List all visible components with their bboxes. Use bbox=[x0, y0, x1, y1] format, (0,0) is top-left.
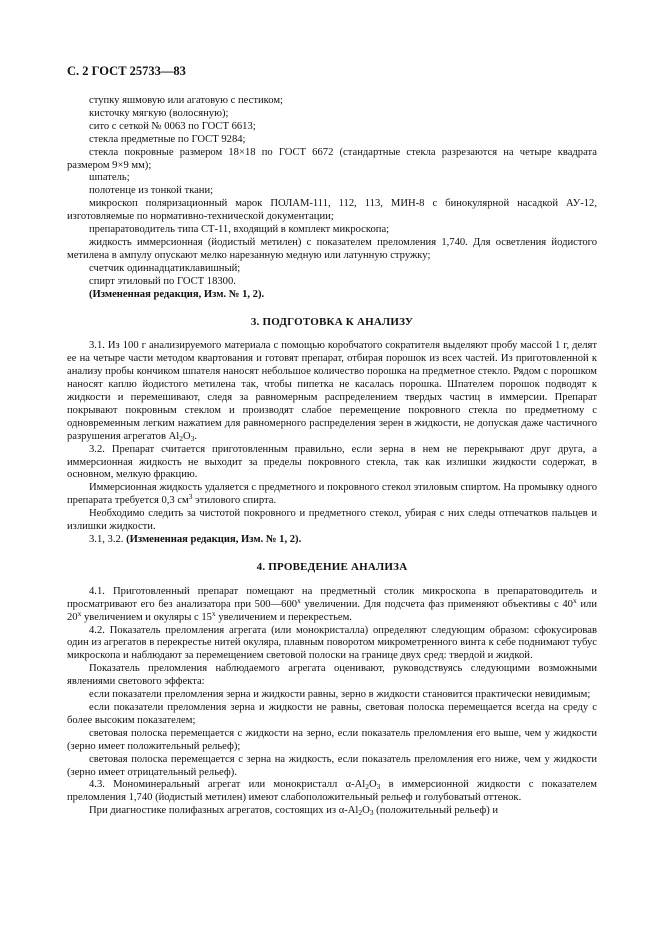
list-item: кисточку мягкую (волосяную); bbox=[89, 107, 229, 119]
paragraph-4-3: 4.3. Мономинеральный агрегат или монокристалл $\alpha-Al_2O_3$ в иммерсионной жидкости с показателем преломления 1,740 (йодистый метилен) имеют слабоположительный рельеф и голубоватый оттенок. bbox=[67, 779, 597, 804]
list-item: стекла покровные размером 18×18 по ГОСТ 6672 (стандартные стекла разрезаются на четыре квадрата размером 9×9 мм); bbox=[67, 146, 597, 171]
paragraph-3-2-clean: Необходимо следить за чистотой покровного и предметного стекол, убирая с них следы отпечатков пальцев и излишки жидкости. bbox=[67, 508, 597, 533]
list-item: шпатель; bbox=[89, 172, 130, 184]
paragraph-4-2-case-negative: световая полоска перемещается с зерна на жидкость, если показатель преломления его ниже, чем у жидкости (зерно имеет отрицательный рельеф). bbox=[67, 753, 597, 778]
list-item: счетчик одиннадцатиклавишный; bbox=[89, 262, 241, 274]
amendment-note: (Измененная редакция, Изм. № 1, 2). bbox=[89, 288, 265, 300]
paragraph-3-2: 3.2. Препарат считается приготовленным правильно, если зерна в нем не перекрывают друг друга, а иммерсионная жидкость не выходит за пределы покровного стекла, так как излишки жидкости содержат, в основном, мелкую фракцию. bbox=[67, 443, 597, 481]
page-header: С. 2 ГОСТ 25733—83 bbox=[67, 64, 186, 78]
paragraph-3-1: 3.1. Из 100 г анализируемого материала с помощью коробчатого сократителя выделяют пробу массой 1 г, делят ее на четыре части методом квартования и готовят препарат, отбирая порошок из всех частей. Из приготовленной к анализу пробы кончиком шпателя наносят небольшое количество порошка на предметное стекло. Рядом с порошком наносят каплю йодистого метилена так, чтобы пипетка не касалась порошка. Шпателем порошок подводят к жидкости и перемешивают, следя за равномерным распределением твердых частиц в иммерсии. Препарат покрывают покровным стеклом и производят слабое перемещение покровного стекла по предметному с одновременным легким нажатием для равномерного распределения зерен в жидкости, не допуская даже частичного разрушения агрегатов $Al_2O_3$. bbox=[67, 340, 597, 443]
list-item: препаратоводитель типа СТ-11, входящий в комплект микроскопа; bbox=[89, 224, 390, 236]
section-3-title: 3. ПОДГОТОВКА К АНАЛИЗУ bbox=[250, 315, 414, 328]
section-4-title: 4. ПРОВЕДЕНИЕ АНАЛИЗА bbox=[256, 560, 408, 573]
paragraph-4-4: При диагностике полифазных агрегатов, состоящих из $\alpha-Al_2O_3$ (положительный рельеф) и bbox=[89, 805, 499, 818]
amendment-note-3: 3.1, 3.2. (Измененная редакция, Изм. № 1, 2). bbox=[89, 534, 302, 545]
list-item: сито с сеткой № 0063 по ГОСТ 6613; bbox=[89, 120, 256, 132]
list-item: микроскоп поляризационный марок ПОЛАМ-111, 112, 113, МИН-8 с бинокулярной насадкой АУ-12, изготовляемые по нормативно-технической документации; bbox=[67, 198, 597, 223]
paragraph-3-2-rinse: Иммерсионная жидкость удаляется с предметного и покровного стекол этиловым спиртом. На промывку одного препарата требуется 0,3 $см^3$ этилового спирта. bbox=[67, 482, 597, 507]
paragraph-4-1: 4.1. Приготовленный препарат помещают на предметный столик микроскопа в препаратоводитель и просматривают его без анализатора при 500—600$^x$ увеличении. Для подсчета фаз применяют объективы с 40$^x$ или 20$^x$ увеличением и окуляры с 15$^x$ увеличением и перекрестьем. bbox=[67, 585, 597, 623]
paragraph-4-2-case-unequal: если показатели преломления зерна и жидкости не равны, световая полоска перемещается всегда на среду с более высоким показателем; bbox=[67, 701, 597, 726]
list-item: стекла предметные по ГОСТ 9284; bbox=[89, 133, 246, 145]
paragraph-4-2: 4.2. Показатель преломления агрегата (или монокристалла) определяют следующим образом: сфокусировав один из агрегатов в перекрестье нитей окуляра, плавным поворотом микрометренного винта к себе поднимают тубус микроскопа и наблюдают за перемещением световой полоски на границе двух сред: твердой и жидкой. bbox=[67, 624, 597, 662]
list-item: спирт этиловый по ГОСТ 18300. bbox=[89, 275, 236, 287]
list-item: полотенце из тонкой ткани; bbox=[89, 185, 214, 197]
list-item: ступку яшмовую или агатовую с пестиком; bbox=[89, 95, 284, 106]
paragraph-4-2-case-positive: световая полоска перемещается с жидкости на зерно, если показатель преломления его выше, чем у жидкости (зерно имеет положительный рельеф); bbox=[67, 727, 597, 752]
paragraph-4-2-case-equal: если показатели преломления зерна и жидкости равны, зерно в жидкости становится практически невидимым; bbox=[89, 689, 591, 701]
list-item: жидкость иммерсионная (йодистый метилен) с показателем преломления 1,740. Для осветления йодистого метилена в ампулу опускают мелко нарезанную медную или латунную стружку; bbox=[67, 236, 597, 261]
paragraph-4-2-intro: Показатель преломления наблюдаемого агрегата оценивают, руководствуясь следующими возможными явлениями светового эффекта: bbox=[67, 663, 597, 688]
document-body bbox=[67, 95, 597, 818]
